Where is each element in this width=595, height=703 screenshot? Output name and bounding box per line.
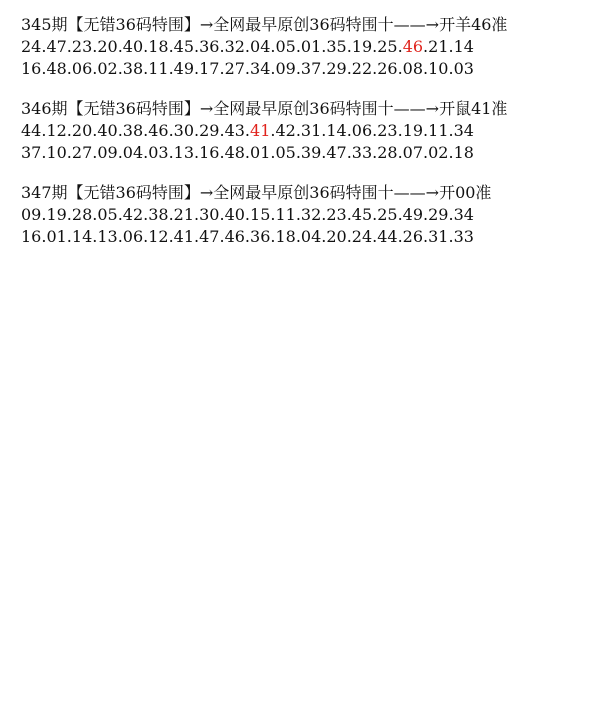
block-title: 345期【无错36码特围】→全网最早原创36码特围十——→开羊46准: [21, 15, 508, 34]
number-row: 16.48.06.02.38.11.49.17.27.34.09.37.29.22.26.08.10.03: [21, 59, 474, 78]
draw-block-347: [21, 182, 591, 248]
numbers-text: 09.19.28.05.42.38.21.30.40.15.11.32.23.45.25.49.29.34: [21, 205, 474, 224]
numbers-text: 24.47.23.20.40.18.45.36.32.04.05.01.35.19.25.: [21, 37, 403, 56]
number-row: [21, 36, 591, 58]
block-title: 347期【无错36码特围】→全网最早原创36码特围十——→开00准: [21, 183, 492, 202]
number-row: [21, 120, 591, 142]
number-row: 37.10.27.09.04.03.13.16.48.01.05.39.47.33.28.07.02.18: [21, 143, 474, 162]
block-title: 346期【无错36码特围】→全网最早原创36码特围十——→开鼠41准: [21, 99, 508, 118]
highlighted-number: 46: [402, 37, 424, 56]
draw-block-346: [21, 98, 591, 164]
number-row: 16.01.14.13.06.12.41.47.46.36.18.04.20.24.44.26.31.33: [21, 227, 474, 246]
highlighted-number: 41: [250, 121, 271, 140]
document-body: [21, 14, 591, 266]
numbers-text: .42.31.14.06.23.19.11.34: [270, 121, 474, 140]
draw-block-345: [21, 14, 591, 80]
number-row: [21, 204, 591, 226]
numbers-text: .21.14: [423, 37, 474, 56]
numbers-text: 44.12.20.40.38.46.30.29.43.: [21, 121, 251, 140]
